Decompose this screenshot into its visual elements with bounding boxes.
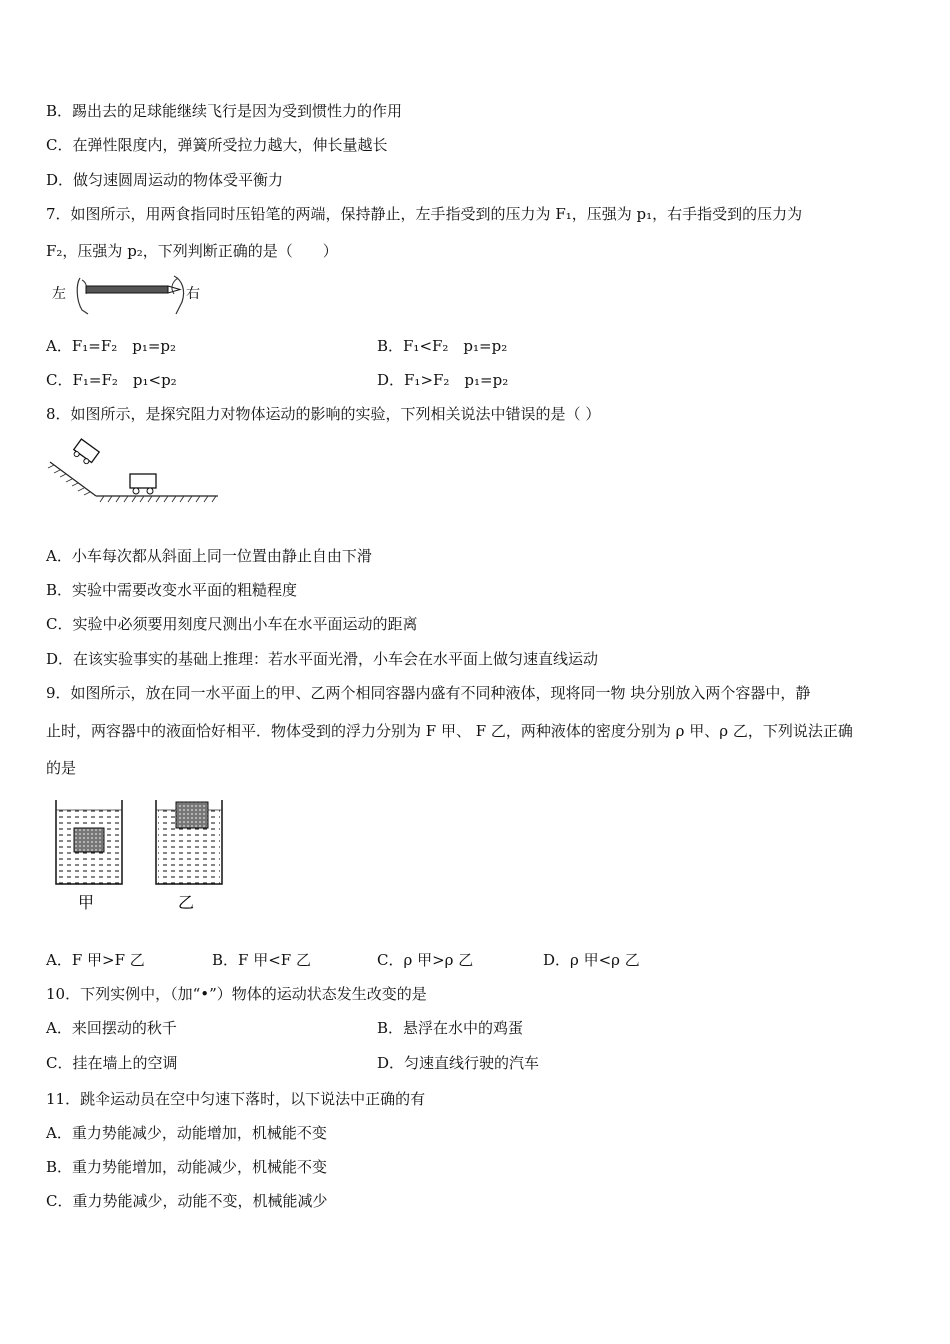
q9-stem-line3: 的是 xyxy=(46,759,77,777)
q7-option-d: D．F₁>F₂ p₁=p₂ xyxy=(377,371,509,389)
q9-stem-line2: 止时，两容器中的液面恰好相平．物体受到的浮力分别为 F 甲、 F 乙，两种液体的密度分别为 ρ 甲、ρ 乙，下列说法正确 xyxy=(46,722,853,740)
q10-option-c: C．挂在墙上的空调 xyxy=(46,1054,178,1072)
containers-figure xyxy=(50,796,250,914)
q7-option-c: C．F₁=F₂ p₁<p₂ xyxy=(46,371,177,389)
q10-option-d: D．匀速直线行驶的汽车 xyxy=(377,1054,540,1072)
q7-option-b: B．F₁<F₂ p₁=p₂ xyxy=(377,337,508,355)
q11-option-c: C．重力势能减少，动能不变，机械能减少 xyxy=(46,1192,328,1210)
q8-option-a: A．小车每次都从斜面上同一位置由静止自由下滑 xyxy=(46,547,372,565)
pencil-figure xyxy=(46,270,206,320)
q9-option-d: D．ρ 甲<ρ 乙 xyxy=(543,951,640,969)
q11-stem: 11．跳伞运动员在空中匀速下落时，以下说法中正确的有 xyxy=(46,1090,426,1108)
container-jia-label: 甲 xyxy=(78,893,95,912)
q8-stem: 8．如图所示，是探究阻力对物体运动的影响的实验，下列相关说法中错误的是（ ） xyxy=(46,405,601,423)
q9-option-b: B．F 甲<F 乙 xyxy=(212,951,311,969)
q10-stem: 10．下列实例中，（加“•”）物体的运动状态发生改变的是 xyxy=(46,985,427,1003)
q9-option-a: A．F 甲>F 乙 xyxy=(46,951,145,969)
q8-option-d: D．在该实验事实的基础上推理：若水平面光滑，小车会在水平面上做匀速直线运动 xyxy=(46,650,599,668)
q10-option-a: A．来回摆动的秋千 xyxy=(46,1019,177,1037)
q6-option-d: D．做匀速圆周运动的物体受平衡力 xyxy=(46,171,284,189)
q11-option-a: A．重力势能减少，动能增加，机械能不变 xyxy=(46,1124,327,1142)
q8-option-b: B．实验中需要改变水平面的粗糙程度 xyxy=(46,581,298,599)
q7-option-a: A．F₁=F₂ p₁=p₂ xyxy=(46,337,177,355)
incline-cart-figure xyxy=(44,434,224,506)
q9-option-c: C．ρ 甲>ρ 乙 xyxy=(377,951,474,969)
pencil-figure-left-label: 左 xyxy=(52,286,66,302)
q11-option-b: B．重力势能增加，动能减少，机械能不变 xyxy=(46,1158,328,1176)
q10-option-b: B．悬浮在水中的鸡蛋 xyxy=(377,1019,524,1037)
q7-stem-line2: F₂，压强为 p₂，下列判断正确的是（ ） xyxy=(46,242,338,260)
pencil-figure-right-label: 右 xyxy=(186,286,200,302)
q9-stem-line1: 9．如图所示，放在同一水平面上的甲、乙两个相同容器内盛有不同种液体，现将同一物 块分别放入两个容器中，静 xyxy=(46,684,811,702)
q7-stem-line1: 7．如图所示，用两食指同时压铅笔的两端，保持静止，左手指受到的压力为 F₁，压强为 p₁，右手指受到的压力为 xyxy=(46,205,803,223)
q6-option-c: C．在弹性限度内，弹簧所受拉力越大，伸长量越长 xyxy=(46,136,388,154)
q6-option-b: B．踢出去的足球能继续飞行是因为受到惯性力的作用 xyxy=(46,102,403,120)
container-yi-label: 乙 xyxy=(178,893,195,912)
q8-option-c: C．实验中必须要用刻度尺测出小车在水平面运动的距离 xyxy=(46,615,418,633)
